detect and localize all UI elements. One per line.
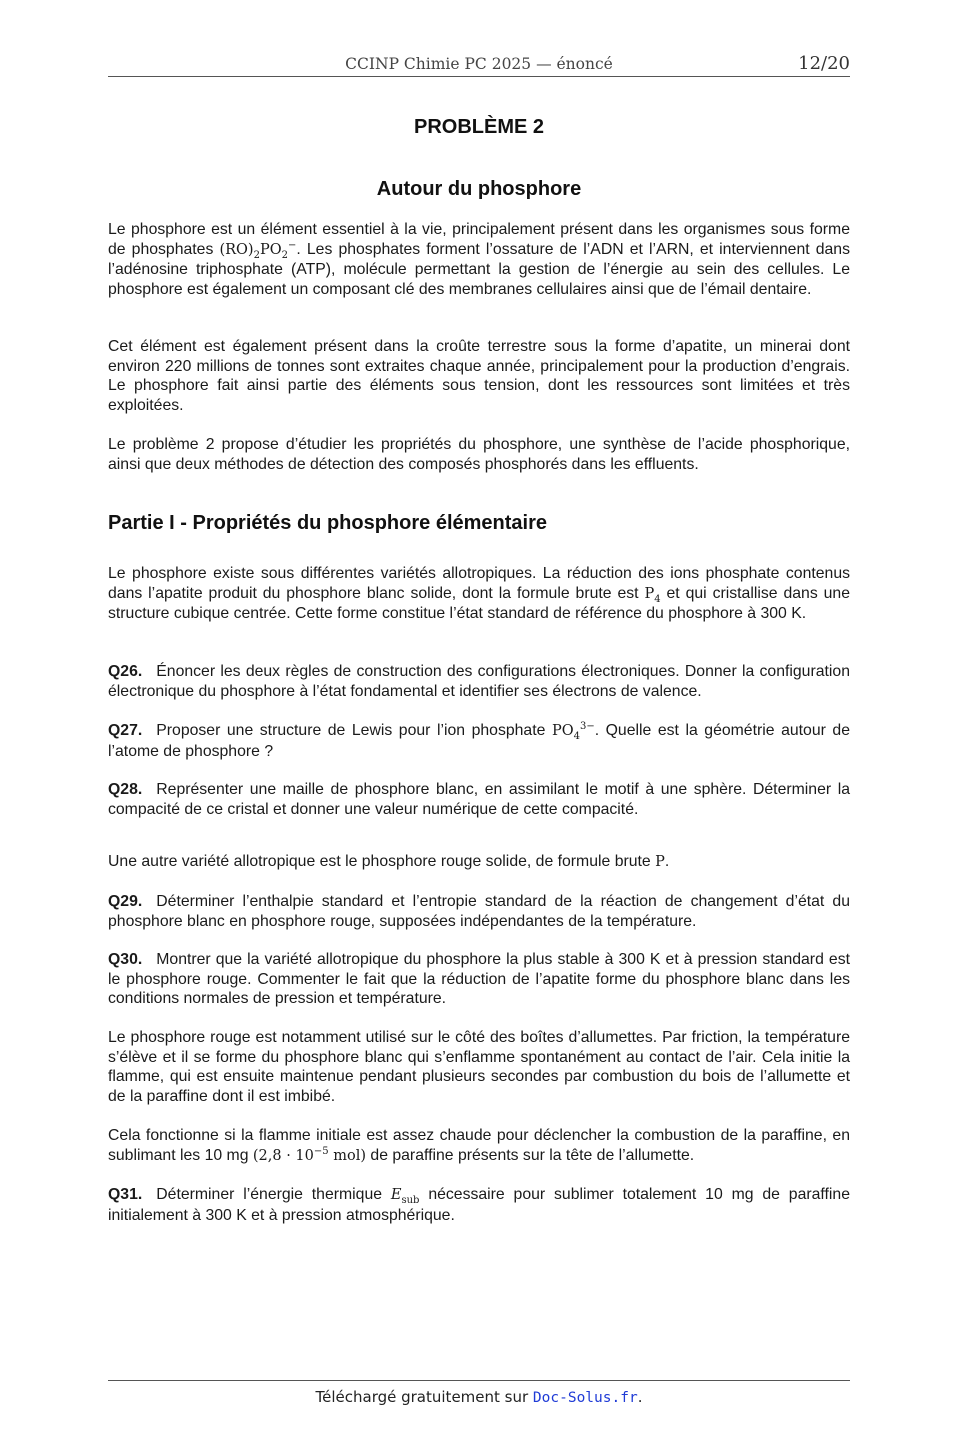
footer-text: Téléchargé gratuitement sur (315, 1388, 533, 1406)
question-q28 (108, 780, 850, 819)
formula-p4: $P_4$ (644, 585, 661, 605)
section-title: Partie I - Propriétés du phosphore élémentaire (108, 512, 548, 534)
q30-label: Q30. (108, 951, 143, 968)
q31-text-b: nécessaire pour sublimer totalement 10 mg de paraffine initialement à 300 K et à pression atmosphérique. (108, 1186, 850, 1224)
q27-label: Q27. (108, 722, 143, 739)
part1-p4-a: Cela fonctionne si la flamme initiale est assez chaude pour déclencher la combustion de la paraffine, en sublimant les 10 mg (108, 1127, 850, 1164)
part1-p1-a: Le phosphore existe sous différentes variétés allotropiques. La réduction des ions phosphate contenus dans l’apatite produit du phosphore blanc solide, dont la formule brute est (108, 565, 850, 602)
intro-paragraph-1 (108, 220, 850, 299)
page-number: 12/20 (798, 53, 850, 74)
q26-label: Q26. (108, 663, 143, 680)
intro-paragraph-2: Cet élément est également présent dans la croûte terrestre sous la forme d’apatite, un minerai dont environ 220 millions de tonnes sont extraites chaque année, principalement pour la production d’engrais. Le phosphore fait ainsi partie des éléments sous tension, dont les ressources sont limitées et très exploitées. (108, 338, 850, 414)
intro-p1-b: . Les phosphates forment l’ossature de l’ADN et l’ARN, et interviennent dans l’adénosine triphosphate (ATP), molécule permettant la gestion de l’énergie au sein des cellules. Le phosphore est également un composant clé des membranes cellulaires ainsi que de l’émail dentaire. (108, 240, 850, 298)
header-title: CCINP Chimie PC 2025 — énoncé (345, 55, 613, 73)
q26-text: Énoncer les deux règles de construction des configurations électroniques. Donner la configuration électronique du phosphore à l’état fondamental et identifier ses électrons de valence. (108, 663, 850, 700)
part1-p2-a: Une autre variété allotropique est le phosphore rouge solide, de formule brute (108, 853, 656, 870)
question-q27 (108, 721, 850, 761)
part1-paragraph-1 (108, 564, 850, 624)
footer-end: . (637, 1388, 643, 1406)
question-q31 (108, 1185, 850, 1225)
formula-mol: ($2,8 \cdot 10^{-5}$ mol) (252, 1145, 367, 1164)
footer-link[interactable]: Doc-Solus.fr (532, 1390, 638, 1406)
problem-subtitle: Autour du phosphore (376, 178, 582, 200)
page-footer (108, 1388, 850, 1406)
q28-text: Représenter une maille de phosphore blanc, en assimilant le motif à une sphère. Déterminer la compacité de ce cristal et donner une valeur numérique de cette compacité. (108, 781, 850, 818)
q31-label: Q31. (108, 1186, 143, 1203)
part1-paragraph-4 (108, 1126, 850, 1166)
footer-divider (108, 1380, 850, 1381)
part1-p1-b: et qui cristallise dans une structure cubique centrée. Cette forme constitue l’état standard de référence du phosphore à 300 K. (108, 584, 850, 623)
intro-paragraph-3: Le problème 2 propose d’étudier les propriétés du phosphore, une synthèse de l’acide phosphorique, ainsi que deux méthodes de détection des composés phosphorés dans les effluents. (108, 436, 850, 473)
formula-p: P (655, 854, 665, 870)
part1-paragraph-3: Le phosphore rouge est notamment utilisé sur le côté des boîtes d’allumettes. Par friction, la température s’élève et il se forme du phosphore blanc qui s’enflamme spontanément au contact de l’air. Cela initie la flamme, qui est ensuite maintenue pendant plusieurs secondes par combustion du bois de l’allumette et de la paraffine dont il est imbibé. (108, 1029, 850, 1105)
formula-phosphate-ester: $(RO)_2PO_2^-$ (219, 239, 297, 261)
q27-text-b: . Quelle est la géométrie autour de l’atome de phosphore ? (108, 722, 850, 760)
question-q30 (108, 950, 850, 1009)
page-header (108, 54, 850, 77)
q29-label: Q29. (108, 893, 143, 910)
q30-text: Montrer que la variété allotropique du phosphore la plus stable à 300 K et à pression standard est le phosphore rouge. Commenter le fait que la réduction de l’apatite forme du phosphore blanc dans les conditions normales de pression et température. (108, 951, 850, 1008)
intro-p1-a: Le phosphore est un élément essentiel à la vie, principalement présent dans les organismes sous forme de phosphates (108, 221, 850, 258)
problem-title: PROBLÈME 2 (413, 116, 545, 138)
part1-paragraph-2 (108, 852, 850, 873)
question-q29 (108, 892, 850, 931)
formula-esub: $E_{sub}$ (390, 1187, 420, 1206)
q29-text: Déterminer l’enthalpie standard et l’entropie standard de la réaction de changement d’état du phosphore blanc en phosphore rouge, supposées indépendantes de la température. (108, 893, 850, 930)
question-q26 (108, 662, 850, 701)
part1-p2-b: . (664, 853, 670, 870)
document-page (108, 0, 850, 1441)
q31-text-a: Déterminer l’énergie thermique (156, 1186, 391, 1203)
part1-p4-b: de paraffine présents sur la tête de l’allumette. (366, 1146, 695, 1164)
q28-label: Q28. (108, 781, 143, 798)
q27-text-a: Proposer une structure de Lewis pour l’ion phosphate (156, 722, 552, 739)
formula-phosphate-ion: $PO_4^{3-}$ (551, 721, 595, 742)
